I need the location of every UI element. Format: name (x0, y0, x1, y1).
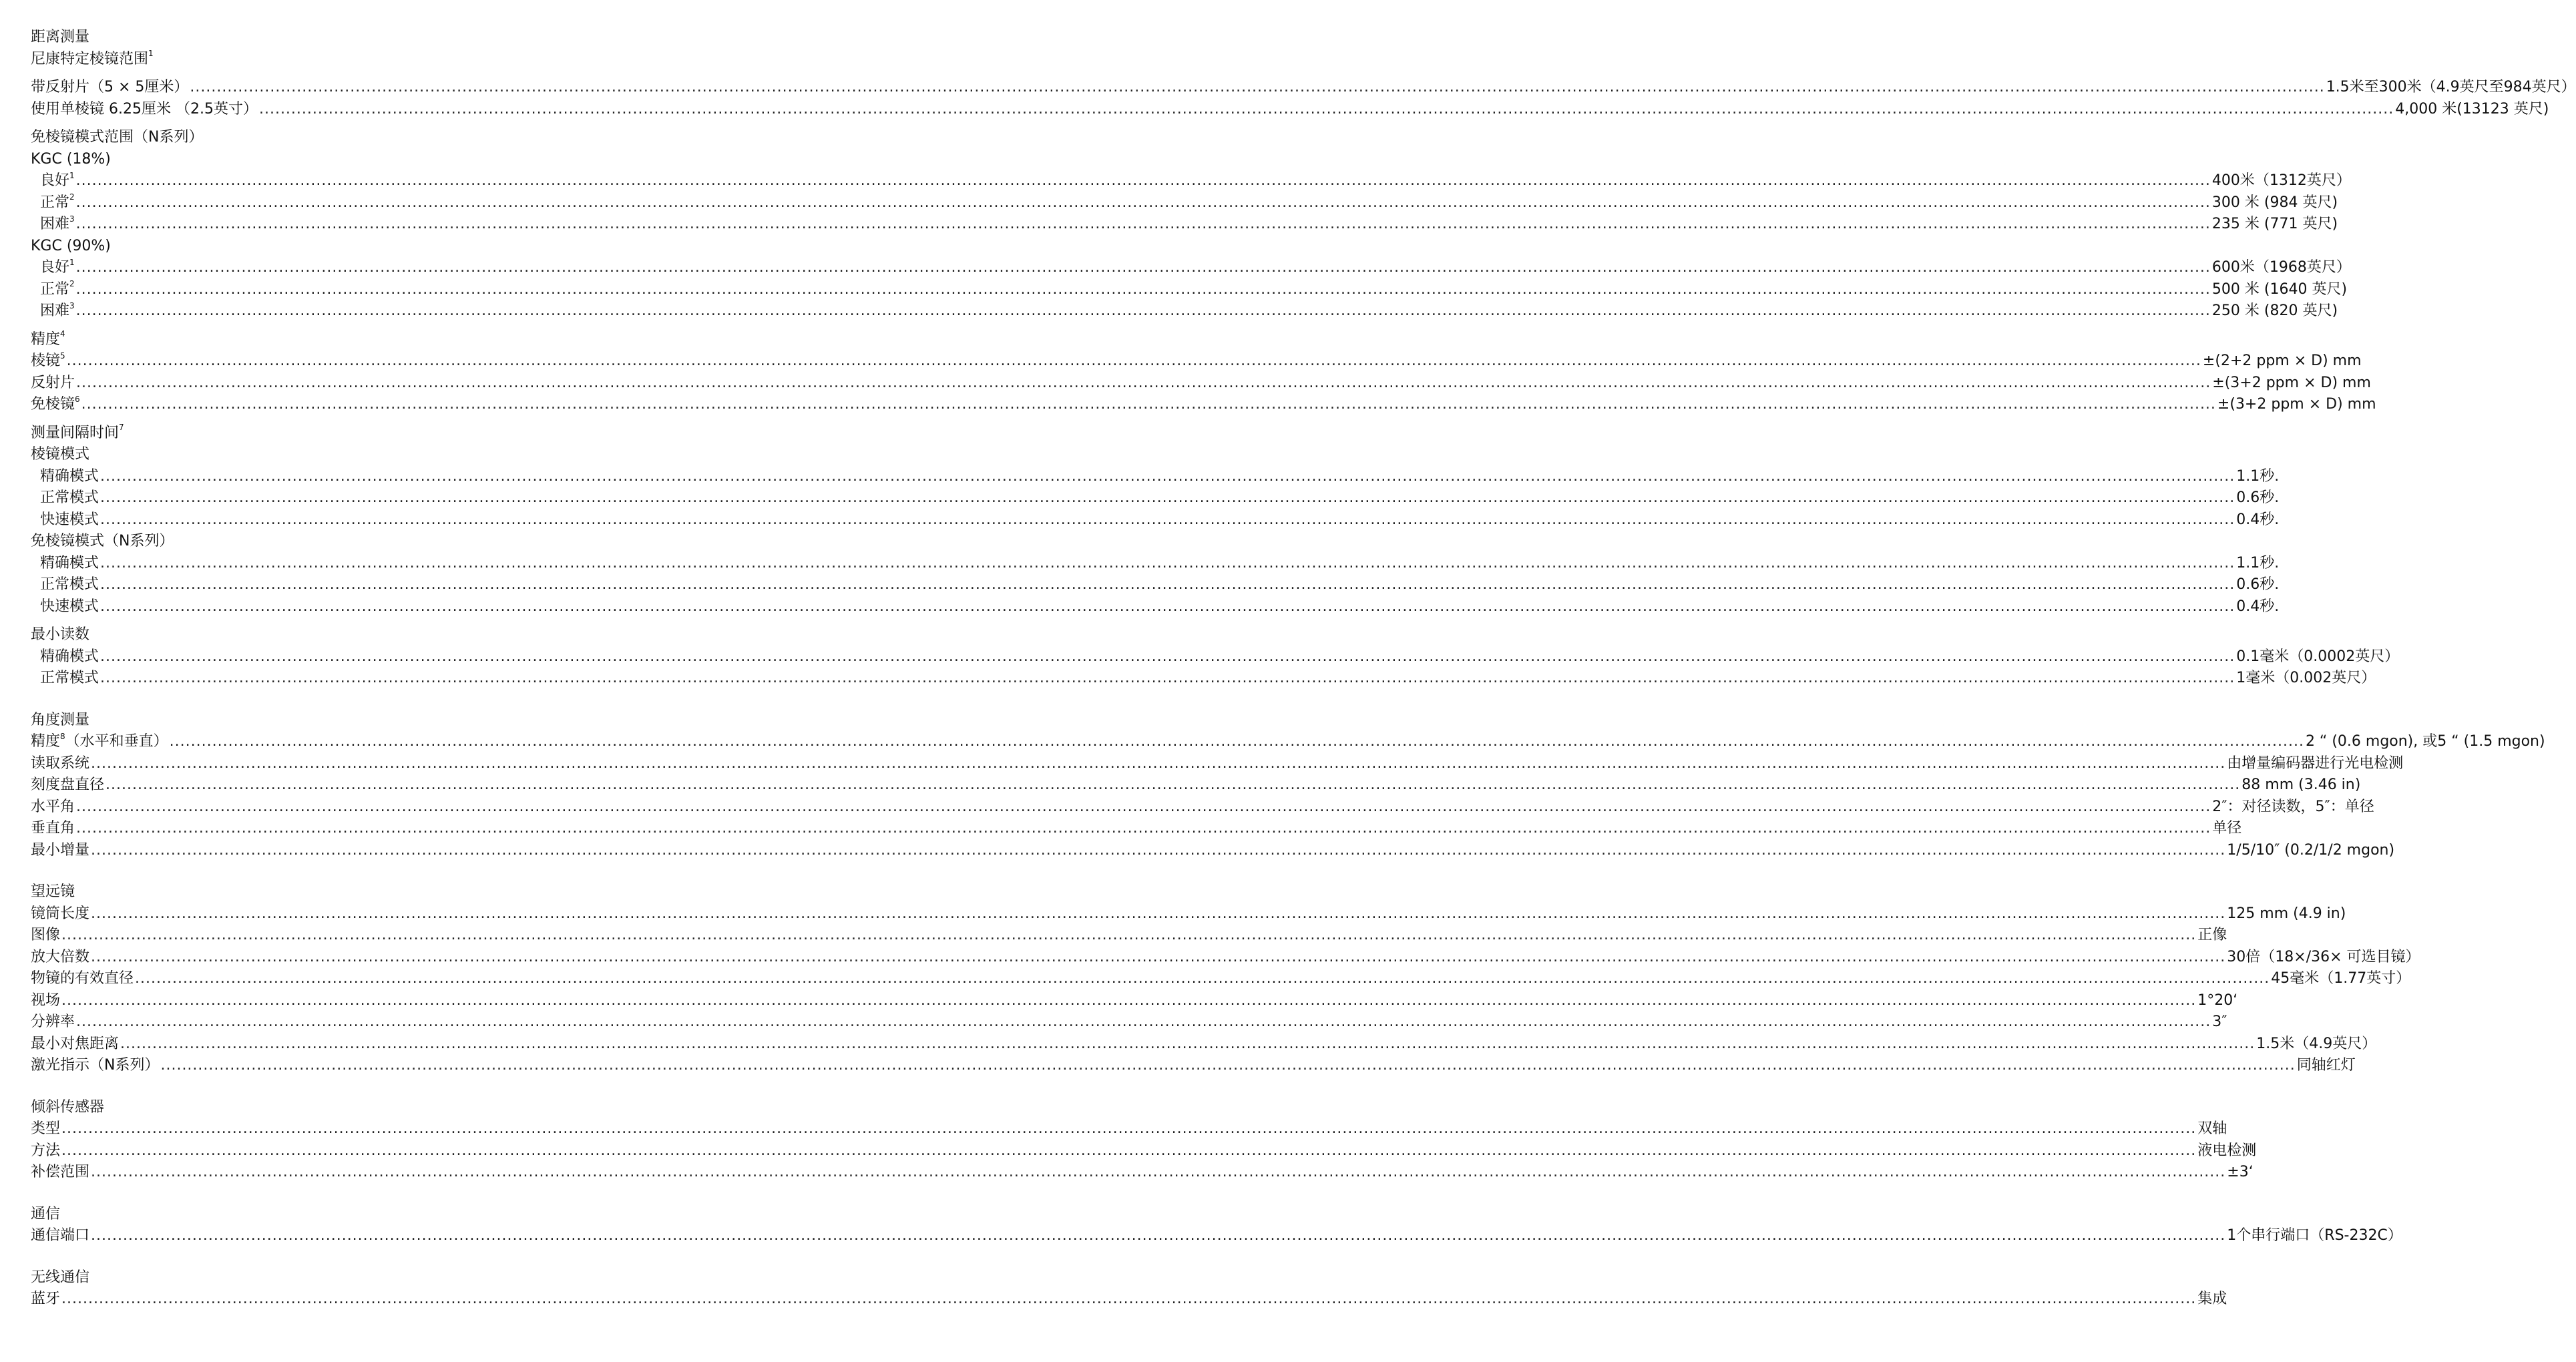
spec-row-nm-fine (31, 553, 2280, 575)
spec-row-kgc18-good (31, 170, 2351, 192)
spec-label: 良好$^1$ (40, 257, 75, 276)
spec-label: 蓝牙 (31, 1291, 61, 1307)
section-title-comm: 通信 (31, 1205, 61, 1222)
leader-dots: ................................................................................................................................................................................................................................................................................................................................................................................................................ (81, 396, 2216, 413)
spec-value: 0.4秒. (2236, 598, 2280, 615)
spec-value: ±3‘ (2227, 1164, 2253, 1180)
spec-row-min-focus (31, 1034, 2377, 1056)
spec-row-mr-fine (31, 646, 2400, 668)
leader-dots: ................................................................................................................................................................................................................................................................................................................................................................................................................ (61, 1120, 2197, 1137)
spec-row-acc-prismless (31, 394, 2376, 416)
spec-row-circle-diameter (31, 774, 2361, 797)
spec-row-reading-system (31, 753, 2404, 775)
subheading-prismless-range: 免棱镜模式范围（N系列） (31, 129, 204, 146)
spec-row-pm-fast (31, 509, 2280, 531)
spec-label: 反射片 (31, 374, 75, 391)
spec-label: 快速模式 (40, 598, 99, 615)
leader-dots: ................................................................................................................................................................................................................................................................................................................................................................................................................ (190, 79, 2325, 95)
spec-label: 图像 (31, 927, 61, 943)
leader-dots: ................................................................................................................................................................................................................................................................................................................................................................................................................ (100, 648, 2235, 665)
leader-dots: ................................................................................................................................................................................................................................................................................................................................................................................................................ (76, 798, 2211, 815)
leader-dots: ................................................................................................................................................................................................................................................................................................................................................................................................................ (75, 280, 2211, 298)
spec-row-image (31, 925, 2227, 947)
spec-value: 1.5米（4.9英尺） (2256, 1035, 2377, 1052)
spec-label: 视场 (31, 991, 61, 1009)
spec-value: 0.4秒. (2236, 511, 2280, 528)
spec-value: 2 “ (0.6 mgon), 或5 “ (1.5 mgon) (2305, 733, 2545, 750)
spec-label: 水平角 (31, 798, 75, 815)
spec-label: 免棱镜$^6$ (31, 394, 80, 413)
spec-value: 0.1毫米（0.0002英尺） (2236, 648, 2400, 665)
spec-row-tilt-range (31, 1162, 2253, 1184)
spec-label: 精确模式 (40, 554, 99, 572)
leader-dots: ................................................................................................................................................................................................................................................................................................................................................................................................................ (120, 1035, 2256, 1052)
leader-dots: ................................................................................................................................................................................................................................................................................................................................................................................................................ (91, 905, 2226, 922)
spec-value: 1.5米至300米（4.9英尺至984英尺） (2326, 79, 2576, 95)
spec-label: 分辨率 (31, 1013, 75, 1030)
leader-dots: ................................................................................................................................................................................................................................................................................................................................................................................................................ (100, 467, 2235, 485)
spec-label: 精度$^8$（水平和垂直） (31, 731, 168, 750)
spec-row-tilt-method (31, 1140, 2257, 1162)
spec-value: 1/5/10″ (0.2/1/2 mgon) (2227, 841, 2395, 859)
spec-row-acc-prism (31, 351, 2362, 373)
subheading-interval: 测量间隔时间$^7$ (31, 423, 124, 441)
spec-label: 正常$^2$ (40, 279, 75, 298)
spec-label: 最小增量 (31, 841, 90, 859)
spec-value: 0.6秒. (2236, 489, 2280, 506)
spec-value: 250 米 (820 英尺) (2211, 302, 2338, 319)
spec-value: 45毫米（1.77英寸） (2271, 970, 2411, 987)
spec-value: 由增量编码器进行光电检测 (2227, 754, 2404, 772)
spec-row-comm-port (31, 1225, 2402, 1247)
spec-value: 4,000 米(13123 英尺) (2395, 100, 2549, 118)
footnote-marker: 1 (148, 49, 154, 59)
subheading-prism-range: 尼康特定棱镜范围$^1$ (31, 49, 154, 67)
leader-dots: ................................................................................................................................................................................................................................................................................................................................................................................................................ (100, 489, 2235, 506)
leader-dots: ................................................................................................................................................................................................................................................................................................................................................................................................................ (258, 100, 2394, 118)
spec-value: 500 米 (1640 英尺) (2211, 280, 2348, 298)
spec-row-pm-normal (31, 487, 2280, 509)
spec-label: 读取系统 (31, 754, 90, 772)
section-title-wireless: 无线通信 (31, 1269, 90, 1286)
spec-row-kgc90-good (31, 257, 2351, 279)
spec-value: 3″ (2212, 1013, 2227, 1030)
spec-value: 1°20‘ (2197, 991, 2238, 1009)
subheading-accuracy: 精度$^4$ (31, 329, 65, 348)
spec-value: ±(3+2 ppm × D) mm (2217, 396, 2376, 413)
spec-row-reflector (31, 77, 2576, 99)
spec-row-mr-normal (31, 668, 2376, 690)
spec-value: 1.1秒. (2236, 554, 2280, 572)
spec-row-bluetooth (31, 1289, 2227, 1311)
spec-value: 单径 (2212, 820, 2242, 837)
spec-label: 精确模式 (40, 648, 99, 665)
spec-label: 补偿范围 (31, 1164, 90, 1180)
spec-row-kgc90-normal (31, 279, 2348, 301)
leader-dots: ................................................................................................................................................................................................................................................................................................................................................................................................................ (100, 576, 2235, 593)
leader-dots: ................................................................................................................................................................................................................................................................................................................................................................................................................ (100, 598, 2235, 615)
spec-value: 0.6秒. (2236, 576, 2280, 593)
spec-row-kgc18-normal (31, 192, 2338, 214)
section-title-distance: 距离测量 (31, 29, 90, 45)
leader-dots: ................................................................................................................................................................................................................................................................................................................................................................................................................ (76, 374, 2211, 391)
spec-row-single-prism (31, 99, 2549, 121)
spec-value: 液电检测 (2197, 1142, 2257, 1159)
spec-label: 垂直角 (31, 820, 75, 837)
spec-value: 同轴红灯 (2296, 1057, 2356, 1074)
spec-label: 放大倍数 (31, 948, 90, 965)
leader-dots: ................................................................................................................................................................................................................................................................................................................................................................................................................ (91, 841, 2226, 859)
leader-dots: ................................................................................................................................................................................................................................................................................................................................................................................................................ (169, 733, 2304, 750)
spec-row-horizontal (31, 797, 2374, 819)
spec-label: 使用单棱镜 6.25厘米 （2.5英寸） (31, 100, 258, 118)
spec-label: 正常模式 (40, 489, 99, 506)
leader-dots: ................................................................................................................................................................................................................................................................................................................................................................................................................ (91, 1164, 2226, 1180)
subheading-prismless-mode: 免棱镜模式（N系列） (31, 533, 174, 549)
leader-dots: ................................................................................................................................................................................................................................................................................................................................................................................................................ (66, 353, 2201, 369)
spec-row-laser-pointer (31, 1055, 2356, 1077)
leader-dots: ................................................................................................................................................................................................................................................................................................................................................................................................................ (61, 991, 2197, 1009)
spec-label: 物镜的有效直径 (31, 970, 134, 987)
spec-row-angle-accuracy (31, 731, 2545, 753)
spec-value: ±(2+2 ppm × D) mm (2202, 353, 2362, 369)
leader-dots: ................................................................................................................................................................................................................................................................................................................................................................................................................ (75, 216, 2211, 232)
subheading-prism-mode: 棱镜模式 (31, 446, 90, 463)
leader-dots: ................................................................................................................................................................................................................................................................................................................................................................................................................ (76, 1013, 2211, 1030)
spec-label: 正常模式 (40, 576, 99, 593)
leader-dots: ................................................................................................................................................................................................................................................................................................................................................................................................................ (105, 776, 2241, 793)
spec-row-field-of-view (31, 990, 2238, 1012)
spec-label: 刻度盘直径 (31, 776, 105, 793)
spec-row-kgc90-hard (31, 300, 2338, 322)
spec-row-nm-normal (31, 574, 2280, 596)
spec-label: 方法 (31, 1142, 61, 1159)
spec-label: 通信端口 (31, 1227, 90, 1244)
leader-dots: ................................................................................................................................................................................................................................................................................................................................................................................................................ (61, 1142, 2197, 1159)
leader-dots: ................................................................................................................................................................................................................................................................................................................................................................................................................ (91, 948, 2226, 965)
spec-value: 300 米 (984 英尺) (2211, 194, 2338, 211)
leader-dots: ................................................................................................................................................................................................................................................................................................................................................................................................................ (75, 259, 2211, 276)
spec-row-tube-length (31, 903, 2346, 925)
spec-row-acc-sheet (31, 373, 2371, 395)
leader-dots: ................................................................................................................................................................................................................................................................................................................................................................................................................ (100, 554, 2235, 572)
leader-dots: ................................................................................................................................................................................................................................................................................................................................................................................................................ (61, 927, 2197, 943)
leader-dots: ................................................................................................................................................................................................................................................................................................................................................................................................................ (61, 1291, 2197, 1307)
leader-dots: ................................................................................................................................................................................................................................................................................................................................................................................................................ (75, 194, 2211, 211)
subheading-kgc90: KGC (90%) (31, 237, 111, 254)
spec-row-tilt-type (31, 1118, 2227, 1140)
spec-value: 集成 (2197, 1291, 2227, 1307)
leader-dots: ................................................................................................................................................................................................................................................................................................................................................................................................................ (91, 1227, 2226, 1244)
section-title-angle: 角度测量 (31, 711, 90, 728)
spec-value: 2″：对径读数，5″：单径 (2212, 798, 2374, 815)
spec-value: 正像 (2197, 927, 2227, 943)
spec-value: 88 mm (3.46 in) (2241, 776, 2361, 793)
spec-value: 125 mm (4.9 in) (2227, 905, 2346, 922)
spec-label: 困难$^3$ (40, 300, 75, 319)
spec-value: 1毫米（0.002英尺） (2236, 670, 2376, 686)
spec-row-kgc18-hard (31, 214, 2338, 236)
spec-label: 困难$^3$ (40, 214, 75, 232)
leader-dots: ................................................................................................................................................................................................................................................................................................................................................................................................................ (100, 670, 2235, 686)
leader-dots: ................................................................................................................................................................................................................................................................................................................................................................................................................ (160, 1057, 2296, 1074)
leader-dots: ................................................................................................................................................................................................................................................................................................................................................................................................................ (100, 511, 2235, 528)
spec-label: 正常$^2$ (40, 192, 75, 211)
section-title-tilt: 倾斜传感器 (31, 1098, 105, 1116)
spec-value: 30倍（18×/36× 可选目镜） (2227, 948, 2420, 965)
spec-row-pm-fine (31, 466, 2280, 488)
spec-value: 600米（1968英尺） (2211, 259, 2351, 276)
spec-row-nm-fast (31, 596, 2280, 618)
spec-label: 精确模式 (40, 467, 99, 485)
spec-value: 400米（1312英尺） (2211, 172, 2351, 189)
spec-sheet (31, 27, 2576, 1311)
spec-value: 双轴 (2197, 1120, 2227, 1137)
spec-row-aperture (31, 968, 2411, 990)
spec-label: 类型 (31, 1120, 61, 1137)
leader-dots: ................................................................................................................................................................................................................................................................................................................................................................................................................ (91, 754, 2226, 772)
spec-row-min-increment (31, 840, 2395, 862)
spec-label: 最小对焦距离 (31, 1035, 120, 1052)
spec-value: 1个串行端口（RS-232C） (2227, 1227, 2402, 1244)
spec-label: 镜筒长度 (31, 905, 90, 922)
spec-value: 1.1秒. (2236, 467, 2280, 485)
leader-dots: ................................................................................................................................................................................................................................................................................................................................................................................................................ (75, 172, 2211, 189)
spec-label: 激光指示（N系列） (31, 1057, 160, 1074)
spec-row-magnification (31, 947, 2420, 969)
spec-label: 良好$^1$ (40, 170, 75, 189)
leader-dots: ................................................................................................................................................................................................................................................................................................................................................................................................................ (135, 970, 2270, 987)
spec-label: 正常模式 (40, 670, 99, 686)
section-title-telescope: 望远镜 (31, 883, 75, 900)
spec-row-vertical (31, 818, 2242, 840)
spec-row-resolution (31, 1011, 2227, 1034)
leader-dots: ................................................................................................................................................................................................................................................................................................................................................................................................................ (75, 302, 2211, 319)
subheading-min-reading: 最小读数 (31, 626, 90, 643)
spec-label: 快速模式 (40, 511, 99, 528)
spec-value: 235 米 (771 英尺) (2211, 216, 2338, 232)
spec-label: 带反射片（5 × 5厘米） (31, 79, 189, 95)
leader-dots: ................................................................................................................................................................................................................................................................................................................................................................................................................ (76, 820, 2211, 837)
spec-value: ±(3+2 ppm × D) mm (2212, 374, 2371, 391)
spec-label: 棱镜$^5$ (31, 351, 65, 369)
subheading-kgc18: KGC (18%) (31, 150, 111, 168)
